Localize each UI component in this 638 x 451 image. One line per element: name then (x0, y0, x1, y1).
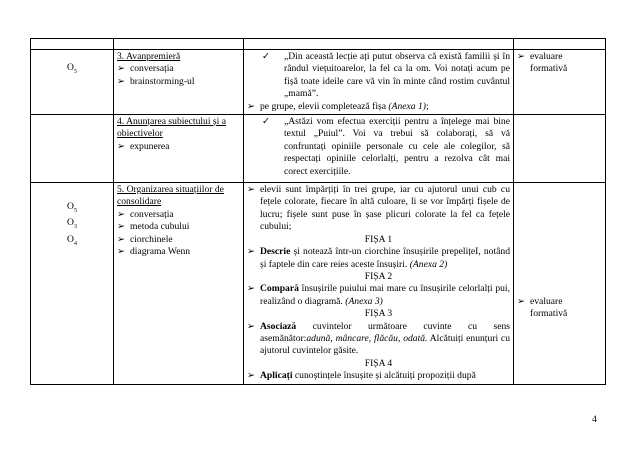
list-item: ➢ Asociază cuvintelor următoare cuvinte cu sens asemănător:adună, mâncare, flăcău, odată. Alcătuiți enunțuri cu ajutorul cuvintelor găsite. (247, 320, 510, 357)
list-item: ➢ brainstorming-ul (117, 75, 195, 87)
arrow-bullet-icon: ➢ (117, 208, 126, 220)
page-number: 4 (592, 414, 597, 425)
list-item: ➢ metoda cubului (117, 221, 190, 233)
check-bullet-icon: ✓ (262, 116, 271, 128)
content-cell (244, 50, 514, 115)
arrow-bullet-icon: ➢ (517, 296, 526, 308)
evaluation-cell (514, 115, 606, 183)
quote-item: ✓ „Din această lecție ați putut observa că există familii și în rândul viețuitoarelor, la fel ca la om. Voi notați acum pe fișă toate ideile care vă vin în minte când rostim cuvântul „mamă”. (262, 51, 510, 100)
objectives-cell (31, 50, 114, 115)
list-item: ➢ Compară însușirile puiului mai mare cu însușirile celorlalți pui, realizând o diagramă. (Anexa 3) (247, 283, 510, 307)
objective-label: $O_5$ (67, 62, 77, 75)
arrow-bullet-icon: ➢ (117, 233, 126, 245)
header-cell (31, 39, 114, 50)
content-cell (244, 115, 514, 183)
header-cell (244, 39, 514, 50)
table-header-row (31, 39, 606, 50)
arrow-bullet-icon: ➢ (247, 283, 256, 295)
arrow-bullet-icon: ➢ (117, 140, 126, 152)
check-bullet-icon: ✓ (262, 51, 271, 62)
list-item: ➢ ciorchinele (117, 233, 173, 245)
list-item: ➢ Aplicați cunoștințele însușite și alcătuiți propoziții după (247, 370, 476, 382)
evaluation-cell (514, 50, 606, 115)
worksheet-heading: FIȘA 4 (364, 357, 393, 369)
list-item: ➢ expunerea (117, 140, 170, 152)
objectives-cell (31, 183, 114, 385)
arrow-bullet-icon: ➢ (117, 221, 126, 233)
table-row (31, 50, 606, 115)
lesson-plan-table (30, 38, 606, 385)
arrow-bullet-icon: ➢ (117, 75, 126, 87)
header-cell (114, 39, 244, 50)
objectives-cell (31, 115, 114, 183)
content-cell (244, 183, 514, 385)
header-cell (514, 39, 606, 50)
strategy-title: 5. Organizarea situațiilor de consolidare (117, 184, 224, 208)
table-row (31, 183, 606, 385)
arrow-bullet-icon: ➢ (117, 246, 126, 258)
list-item: ➢ conversația (117, 63, 174, 75)
worksheet-heading: FIȘA 2 (364, 270, 393, 282)
list-item: ➢ evaluare formativă (517, 51, 568, 75)
arrow-bullet-icon: ➢ (247, 246, 256, 258)
evaluation-cell (514, 183, 606, 385)
list-item: ➢ elevii sunt împărțiți în trei grupe, iar cu ajutorul unui cub cu fețele colorate, fiecare în altă culoare, li se vor împărți fișele de lucru; fișele sunt puse în șase plicuri colorate la fel ca fețele cubului; (247, 184, 510, 233)
arrow-bullet-icon: ➢ (517, 51, 526, 62)
list-item: ➢ pe grupe, elevii completează fișa (Anexa 1); (247, 100, 429, 112)
strategy-cell (114, 183, 244, 385)
list-item: ➢ Descrie și notează într-un ciorchine însușirile prepelițeI, notând și faptele din care reies aceste însușiri. (Anexa 2) (247, 246, 510, 270)
quote-item: ✓ „Astăzi vom efectua exerciții pentru a înțelege mai bine textul „Puiul”. Voi va trebui să colaborați, să vă confruntați opiniile personale cu cele ale colegilor, să respectați opiniile celorlalți, pentru a rezolva cât mai corect exercițiile. (262, 116, 510, 177)
objective-label: $O_4$ (67, 233, 77, 247)
arrow-bullet-icon: ➢ (247, 100, 256, 112)
arrow-bullet-icon: ➢ (247, 184, 256, 196)
list-item: ➢ diagrama Wenn (117, 246, 191, 258)
strategy-title: 4. Anunțarea subiectului și a obiectivelor (117, 116, 226, 140)
arrow-bullet-icon: ➢ (247, 320, 256, 332)
arrow-bullet-icon: ➢ (247, 370, 256, 382)
list-item: ➢ evaluare formativă (517, 296, 568, 320)
list-item: ➢ conversația (117, 208, 174, 220)
strategy-cell (114, 115, 244, 183)
table-row (31, 115, 606, 183)
arrow-bullet-icon: ➢ (117, 63, 126, 75)
objective-label: $O_5$ (67, 201, 77, 214)
objective-label: $O_3$ (67, 217, 77, 231)
worksheet-heading: FIȘA 1 (364, 233, 393, 245)
worksheet-heading: FIȘA 3 (364, 308, 393, 320)
strategy-cell (114, 50, 244, 115)
strategy-title: 3. Avanpremieră (117, 51, 181, 62)
